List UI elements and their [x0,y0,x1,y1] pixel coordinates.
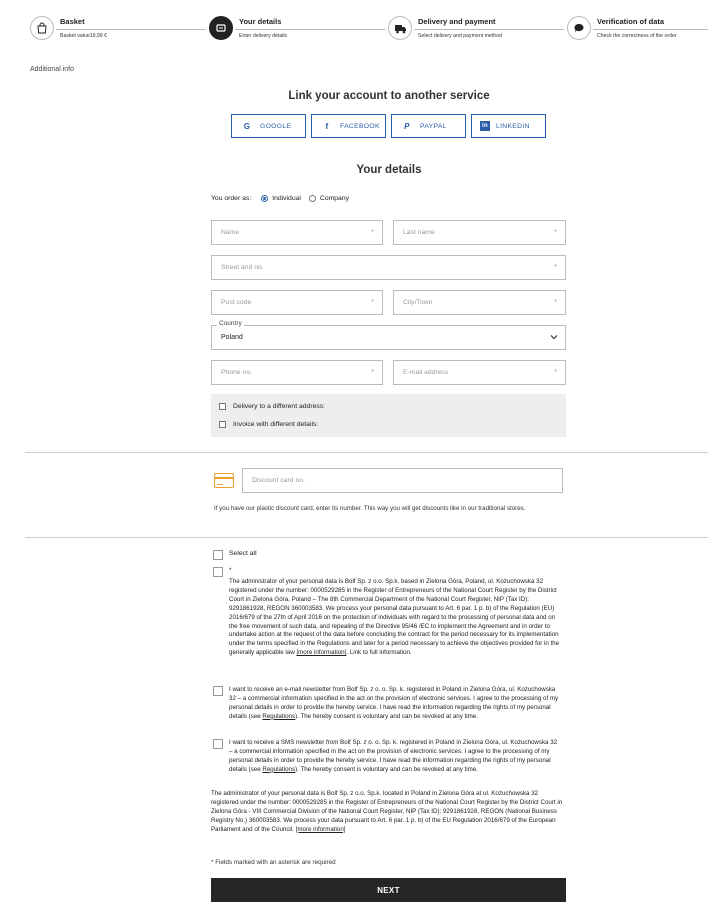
required-asterisk: * [554,229,557,236]
step-title: Basket [60,17,85,26]
step-delivery-payment[interactable] [388,14,564,44]
country-legend: Country [219,320,242,327]
paypal-icon: P [404,121,410,131]
required-fields-note: * Fields marked with an asterisk are required [211,859,336,866]
discount-card-help: If you have our plastic discount card, enter its number. This way you will get discounts like in our traditional stores. [214,505,526,512]
required-asterisk: * [554,369,557,376]
optional-details-box [211,394,566,437]
sms-newsletter-checkbox[interactable] [213,739,223,749]
last-name-placeholder: Last name [403,229,435,236]
divider [25,452,708,453]
required-asterisk: * [229,567,232,574]
street-placeholder: Street and no. [221,264,264,271]
post-code-placeholder: Post code [221,299,252,306]
street-field[interactable] [211,255,566,280]
consent-tail: ). The hereby consent is voluntary and can be revoked at any time. [295,712,478,720]
select-all-checkbox[interactable] [213,550,223,560]
consent-data-processing-checkbox[interactable] [213,567,223,577]
more-information-link[interactable]: [more information] [296,649,347,657]
select-all-row[interactable] [213,550,561,560]
step-title: Verification of data [597,17,665,26]
step-verification[interactable] [567,14,708,44]
step-your-details[interactable] [209,14,385,44]
linkedin-icon: in [480,121,490,131]
consent-data-processing-text [229,567,561,658]
step-subtitle: Check the correctness of the order [597,33,677,39]
consent-data-processing [213,567,561,658]
different-address-label: Delivery to a different address: [233,403,326,410]
truck-icon [388,16,412,40]
step-basket[interactable] [30,14,206,44]
city-field[interactable] [393,290,566,315]
facebook-button[interactable] [311,114,386,138]
required-asterisk: * [371,229,374,236]
regulations-link[interactable]: Regulations [262,712,296,720]
step-title: Delivery and payment [418,17,496,26]
privacy-footnote [211,790,563,835]
consent-text: The administrator of your personal data is Bolf Sp. z o.o. Sp.k. based in Zielona Góra, Poland, ul. Kożuchowska 32 registered under the number: 0000529285 in the Register of Entrepreneurs of the National Court Register by the District Court in Zielona Góra, Poland – The 8th Commercial Department of the National Court Register, NIP (Tax ID): 9291861928, REGON 360003583. We process your personal data pursuant to Art. 6 par. 1 p. b) of the Regulation (EU) 2016/679 of the 27th of April 2016 on the protection of individuals with regard to the processing of personal data and on the free movement of such data, and repealing of the Directive 95/46 /EC to implement the Agreement and in order to undertake action at the request of the data before concluding the contract for the period necessary for its implementation under the terms specified in the Regulations and later for a period necessary to achieve the objectives provided for in the generally applicable law [229,578,560,657]
country-select[interactable] [211,320,566,350]
country-value: Poland [221,334,243,341]
consent-text: I want to receive an e-mail newsletter from Bolf Sp. z o. o. Sp. k. registered in Poland in Zielona Góra, ul. Kożuchowska 32 – a commercial information specified in the act on the provision of electronic services. I agree to the processing of my personal details in order to provide the hereby service. I have read the information regarding the rights of my personal details (see [229,686,559,720]
order-as-label: You order as: [211,195,252,202]
sms-newsletter-text [229,739,561,775]
google-button[interactable] [231,114,306,138]
post-code-field[interactable] [211,290,383,315]
discount-card-input[interactable] [242,468,563,493]
consent-email-newsletter [213,686,561,722]
consent-text: I want to receive a SMS newsletter from Bolf Sp. z o. o. Sp. k. registered in Poland in Zielona Góra, ul. Kożuchowska 32 – a commercial information specified in the act on the provision of electronic services. I agree to the processing of my personal details in order to provide the hereby service. I have read the information regarding the rights of my personal details (see [229,739,558,773]
consent-sms-newsletter [213,739,561,775]
required-asterisk: * [554,264,557,271]
additional-info-link[interactable]: Additional info [30,66,74,73]
regulations-link[interactable]: Regulations [262,765,296,773]
phone-placeholder: Phone no. [221,369,252,376]
user-icon [209,16,233,40]
email-newsletter-text [229,686,561,722]
google-label: GOOGLE [260,122,292,130]
step-subtitle: Select delivery and payment method [418,33,502,39]
consent-tail: ). The hereby consent is voluntary and can be revoked at any time. [295,765,478,773]
more-information-link[interactable]: [more information] [295,825,346,833]
paypal-label: PAYPAL [420,122,447,130]
linkedin-label: LINKEDIN [496,122,530,130]
email-placeholder: E-mail address [403,369,449,376]
different-address-row[interactable] [219,403,325,410]
name-placeholder: Name [221,229,240,236]
next-button[interactable]: NEXT [211,878,566,902]
link-account-title: Link your account to another service [288,90,490,102]
required-asterisk: * [371,299,374,306]
city-placeholder: City/Town [403,299,433,306]
checkout-stepper [0,0,708,50]
step-connector [414,29,564,30]
step-title: Your details [239,17,282,26]
paypal-button[interactable] [391,114,466,138]
facebook-label: FACEBOOK [340,122,380,130]
linkedin-button[interactable] [471,114,546,138]
order-as-row [211,195,349,202]
details-title: Your details [356,164,422,176]
divider [25,537,708,538]
discount-card-placeholder: Discount card no. [252,477,305,484]
invoice-details-label: Invoice with different details: [233,421,319,428]
credit-card-icon [214,473,234,488]
consent-tail: . Link to full information. [346,649,412,657]
invoice-details-checkbox[interactable] [219,421,226,428]
facebook-icon: f [325,121,329,131]
required-asterisk: * [554,299,557,306]
step-subtitle: Basket value19,99 € [60,33,108,39]
phone-field[interactable] [211,360,383,385]
privacy-text: The administrator of your personal data is Bolf Sp. z o.o. Sp.k. located in Poland in Zielona Góra at ul. Kożuchowska 32 registered under the number: 0000529285 in the Register of Entrepreneurs of the National Court Register by the District Court in Zielona Góra - VIII Commercial Division of the National Court Register, NIP (Tax ID): 9291861928, REGON (National Business Registry No.) 360003583. We process your data pursuant to Art. 6 par. 1 p. b) of the EU Regulation 2016/679 of the European Parliament and of the Council. [211,790,563,833]
select-all-label: Select all [229,550,257,557]
invoice-details-row[interactable] [219,421,318,428]
shopping-bag-icon [30,16,54,40]
name-field[interactable] [211,220,383,245]
email-field[interactable] [393,360,566,385]
individual-label: Individual [272,195,301,202]
individual-radio[interactable] [261,195,268,202]
chat-bubble-icon [567,16,591,40]
step-connector [593,29,708,30]
last-name-field[interactable] [393,220,566,245]
company-radio[interactable] [309,195,316,202]
required-asterisk: * [371,369,374,376]
email-newsletter-checkbox[interactable] [213,686,223,696]
step-subtitle: Enter delivery details [239,33,288,39]
step-connector [235,29,385,30]
step-connector [56,29,206,30]
different-address-checkbox[interactable] [219,403,226,410]
google-icon: G [243,121,251,131]
company-label: Company [319,195,349,202]
chevron-down-icon [549,332,559,344]
